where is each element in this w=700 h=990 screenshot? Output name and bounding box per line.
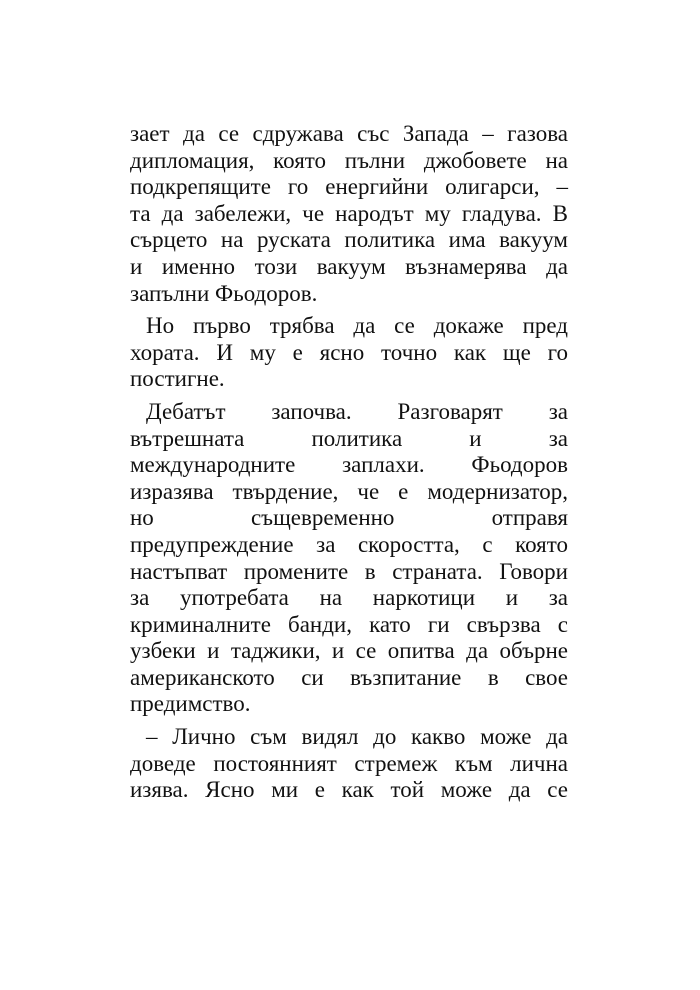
- text-line: подкрепящите го енергийни олигарси, –: [130, 174, 568, 200]
- text-line: и именно този вакуум възнамерява да: [130, 253, 568, 279]
- text-line: зает да се сдружава със Запада – газова: [130, 121, 568, 146]
- text-line: криминалните банди, като ги свързва с: [130, 611, 568, 637]
- text-line: вътрешната политика и за: [130, 425, 568, 451]
- text-line: постигне.: [130, 366, 225, 392]
- paragraph: [130, 121, 568, 307]
- text-line: дипломация, която пълни джобовете на: [130, 147, 568, 173]
- text-line: предимство.: [130, 691, 251, 717]
- text-line: запълни Фьодоров.: [130, 280, 318, 306]
- text-line: изразява твърдение, че е модернизатор,: [130, 478, 568, 504]
- text-line: международните заплахи. Фьодоров: [130, 452, 568, 478]
- text-line: Но първо трябва да се докаже пред: [146, 313, 568, 339]
- text-line: предупреждение за скоростта, с която: [130, 531, 568, 557]
- paragraph: [130, 313, 568, 393]
- paragraph: [130, 399, 568, 718]
- text-line: за употребата на наркотици и за: [130, 585, 568, 611]
- text-line: но същевременно отправя: [130, 505, 568, 531]
- text-line: та да забележи, че народът му гладува. В: [130, 200, 568, 226]
- text-line: настъпват промените в страната. Говори: [130, 558, 568, 584]
- text-line: сърцето на руската политика има вакуум: [130, 227, 568, 253]
- text-line: узбеки и таджики, и се опитва да обърне: [130, 638, 568, 664]
- text-line: доведе постоянният стремеж към лична: [130, 750, 568, 776]
- text-line: хората. И му е ясно точно как ще го: [130, 339, 568, 365]
- text-line: Дебатът започва. Разговарят за: [146, 398, 568, 424]
- text-line: американското си възпитание в свое: [130, 664, 568, 690]
- paragraph: [130, 724, 568, 804]
- text-line: изява. Ясно ми е как той може да се: [130, 777, 568, 803]
- body-text: [130, 121, 568, 804]
- text-line: – Лично съм видял до какво може да: [146, 724, 568, 750]
